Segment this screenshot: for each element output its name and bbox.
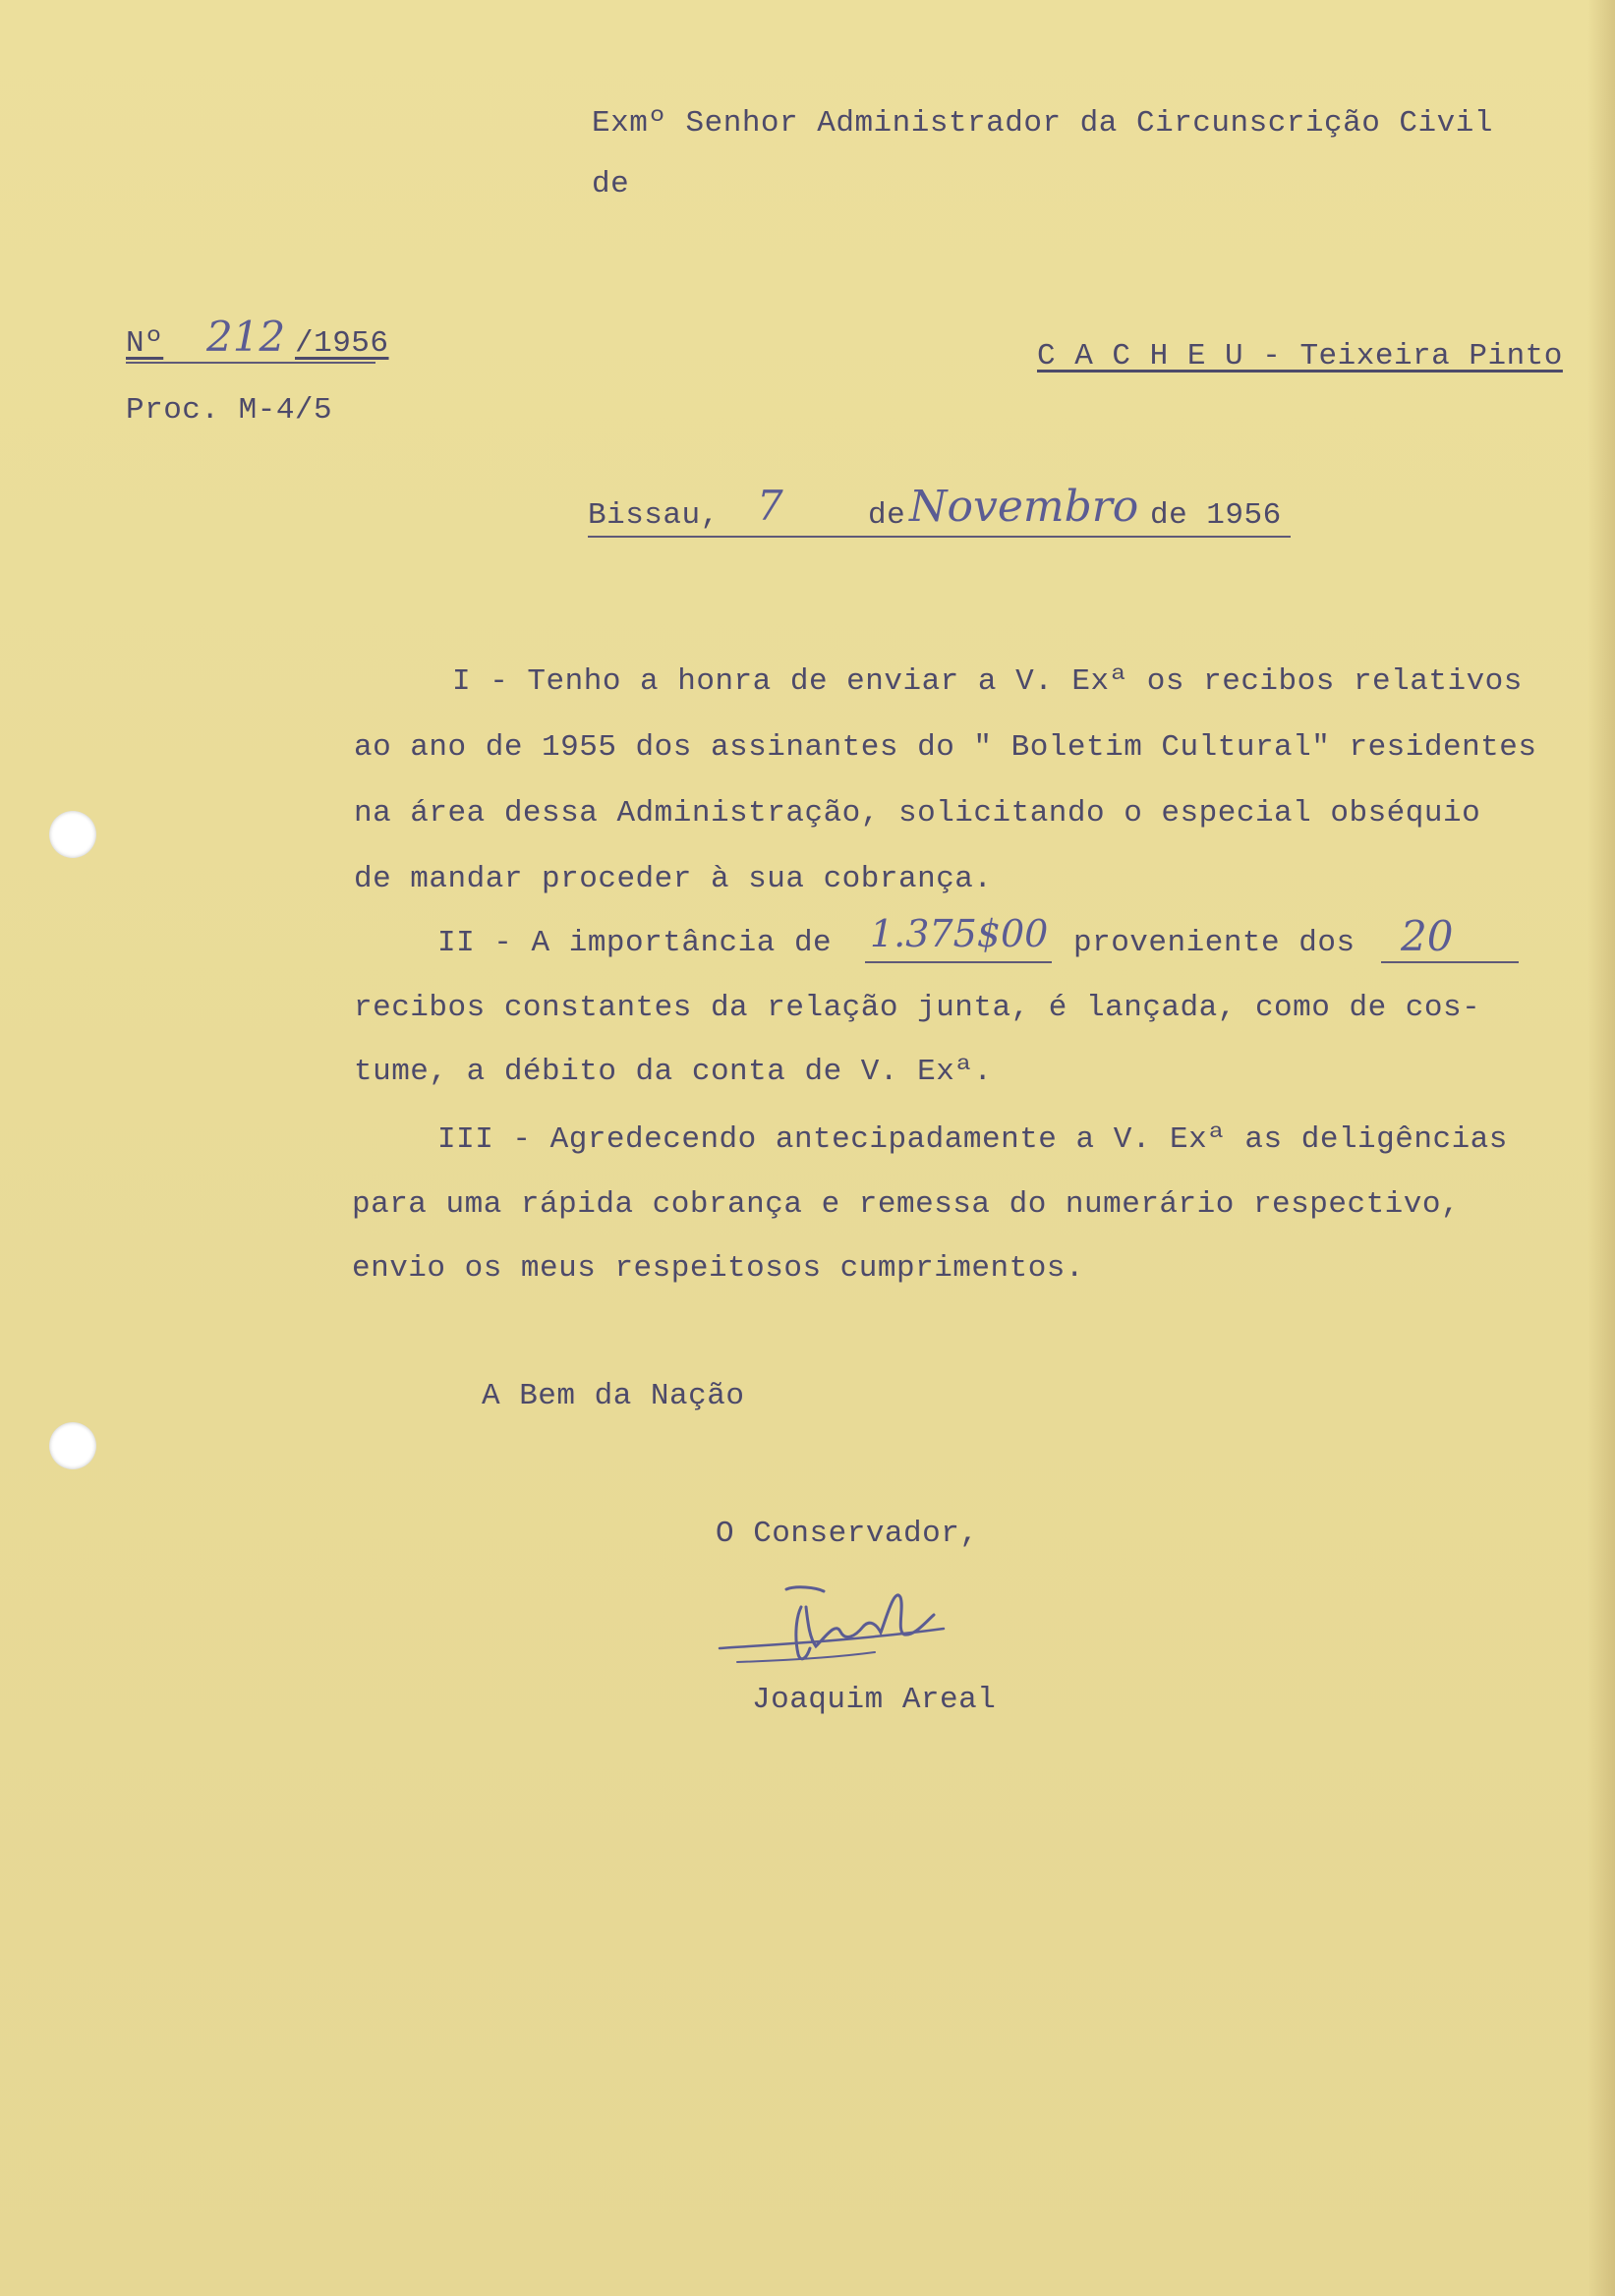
paragraph-1-line-4: de mandar proceder à sua cobrança. [354, 862, 993, 896]
reference-number-handwritten: 212 [206, 313, 286, 361]
reference-underline [126, 362, 375, 364]
paragraph-3-line-3: envio os meus respeitosos cumprimentos. [352, 1251, 1085, 1286]
receipt-count-handwritten: 20 [1401, 912, 1454, 960]
paragraph-2-line-2: recibos constantes da relação junta, é lançada, como de cos- [354, 991, 1481, 1025]
amount-handwritten: 1.375$00 [870, 912, 1049, 955]
date-year: de 1956 [1150, 498, 1282, 533]
receipt-count-underline [1381, 961, 1519, 963]
paragraph-1-line-3: na área dessa Administração, solicitando o especial obséquio [354, 796, 1481, 831]
date-month-handwritten: Novembro [909, 482, 1139, 532]
location-heading: C A C H E U - Teixeira Pinto [1037, 339, 1563, 373]
signatory-title: O Conservador, [716, 1517, 979, 1551]
date-underline [588, 536, 1291, 538]
process-reference: Proc. M-4/5 [126, 393, 333, 428]
paragraph-1-line-2: ao ano de 1955 dos assinantes do " Boletim Cultural" residentes [354, 730, 1537, 765]
punch-hole-bottom [49, 1422, 96, 1469]
closing-salutation: A Bem da Nação [482, 1379, 745, 1413]
amount-underline [865, 961, 1052, 963]
paragraph-1-line-1: I - Tenho a honra de enviar a V. Exª os recibos relativos [452, 664, 1523, 699]
paragraph-2-line-1-start: II - A importância de [437, 926, 833, 960]
date-city: Bissau, [588, 498, 720, 533]
paragraph-3-line-2: para uma rápida cobrança e remessa do numerário respectivo, [352, 1187, 1461, 1222]
addressee-line-1: Exmº Senhor Administrador da Circunscrição Civil [592, 106, 1493, 141]
paragraph-3-line-1: III - Agredecendo antecipadamente a V. Exª as deligências [437, 1122, 1508, 1157]
paragraph-2-line-3: tume, a débito da conta de V. Exª. [354, 1055, 993, 1089]
reference-number-year: /1956 [295, 326, 389, 361]
addressee-line-2: de [592, 167, 630, 201]
date-de: de [868, 498, 906, 533]
paper-edge-shadow [1587, 0, 1615, 2296]
paragraph-2-line-1-middle: proveniente dos [1073, 926, 1355, 960]
signatory-name: Joaquim Areal [752, 1683, 997, 1717]
date-day-handwritten: 7 [757, 482, 783, 530]
reference-number-prefix: Nº [126, 326, 164, 361]
punch-hole-top [49, 811, 96, 858]
handwritten-signature [708, 1578, 1003, 1686]
